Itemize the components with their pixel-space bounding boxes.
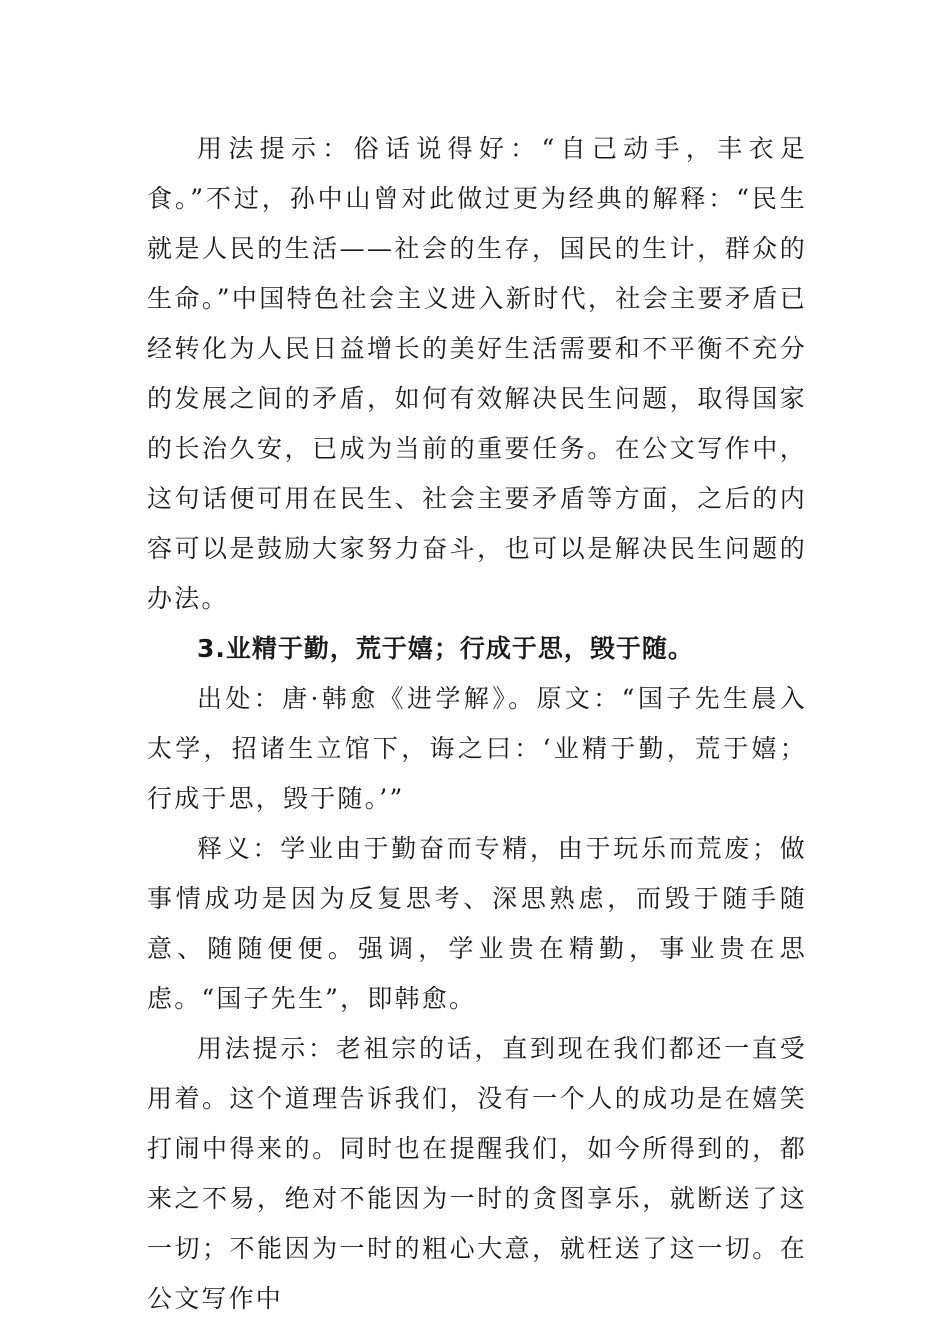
source-paragraph: 出处：唐·韩愈《进学解》。原文：“国子先生晨入太学，招诸生立馆下，诲之曰：‘业精于勤，荒于嬉；行成于思，毁于随。’” xyxy=(147,684,807,813)
usage-tip-paragraph: 用法提示：俗话说得好：“自己动手，丰衣足食。”不过，孙中山曾对此做过更为经典的解释：“民生就是人民的生活——社会的生存，国民的生计，群众的生命。”中国特色社会主义进入新时代，社会主要矛盾已经转化为人民日益增长的美好生活需要和不平衡不充分的发展之间的矛盾，如何有效解决民生问题，取得国家的长治久安，已成为当前的重要任务。在公文写作中，这句话便可用在民生、社会主要矛盾等方面，之后的内容可以是鼓励大家努力奋斗，也可以是解决民生问题的办法。 xyxy=(147,134,807,613)
section-heading: 3.业精于勤，荒于嬉；行成于思，毁于随。 xyxy=(197,634,694,663)
document-body xyxy=(147,124,807,1324)
usage-tip-paragraph-2: 用法提示：老祖宗的话，直到现在我们都还一直受用着。这个道理告诉我们，没有一个人的成功是在嬉笑打闹中得来的。同时也在提醒我们，如今所得到的，都来之不易，绝对不能因为一时的贪图享乐，就断送了这一切；不能因为一时的粗心大意，就枉送了这一切。在公文写作中 xyxy=(147,1034,807,1313)
interpretation-paragraph: 释义：学业由于勤奋而专精，由于玩乐而荒废；做事情成功是因为反复思考、深思熟虑，而毁于随手随意、随随便便。强调，学业贵在精勤，事业贵在思虑。“国子先生”，即韩愈。 xyxy=(147,834,807,1013)
